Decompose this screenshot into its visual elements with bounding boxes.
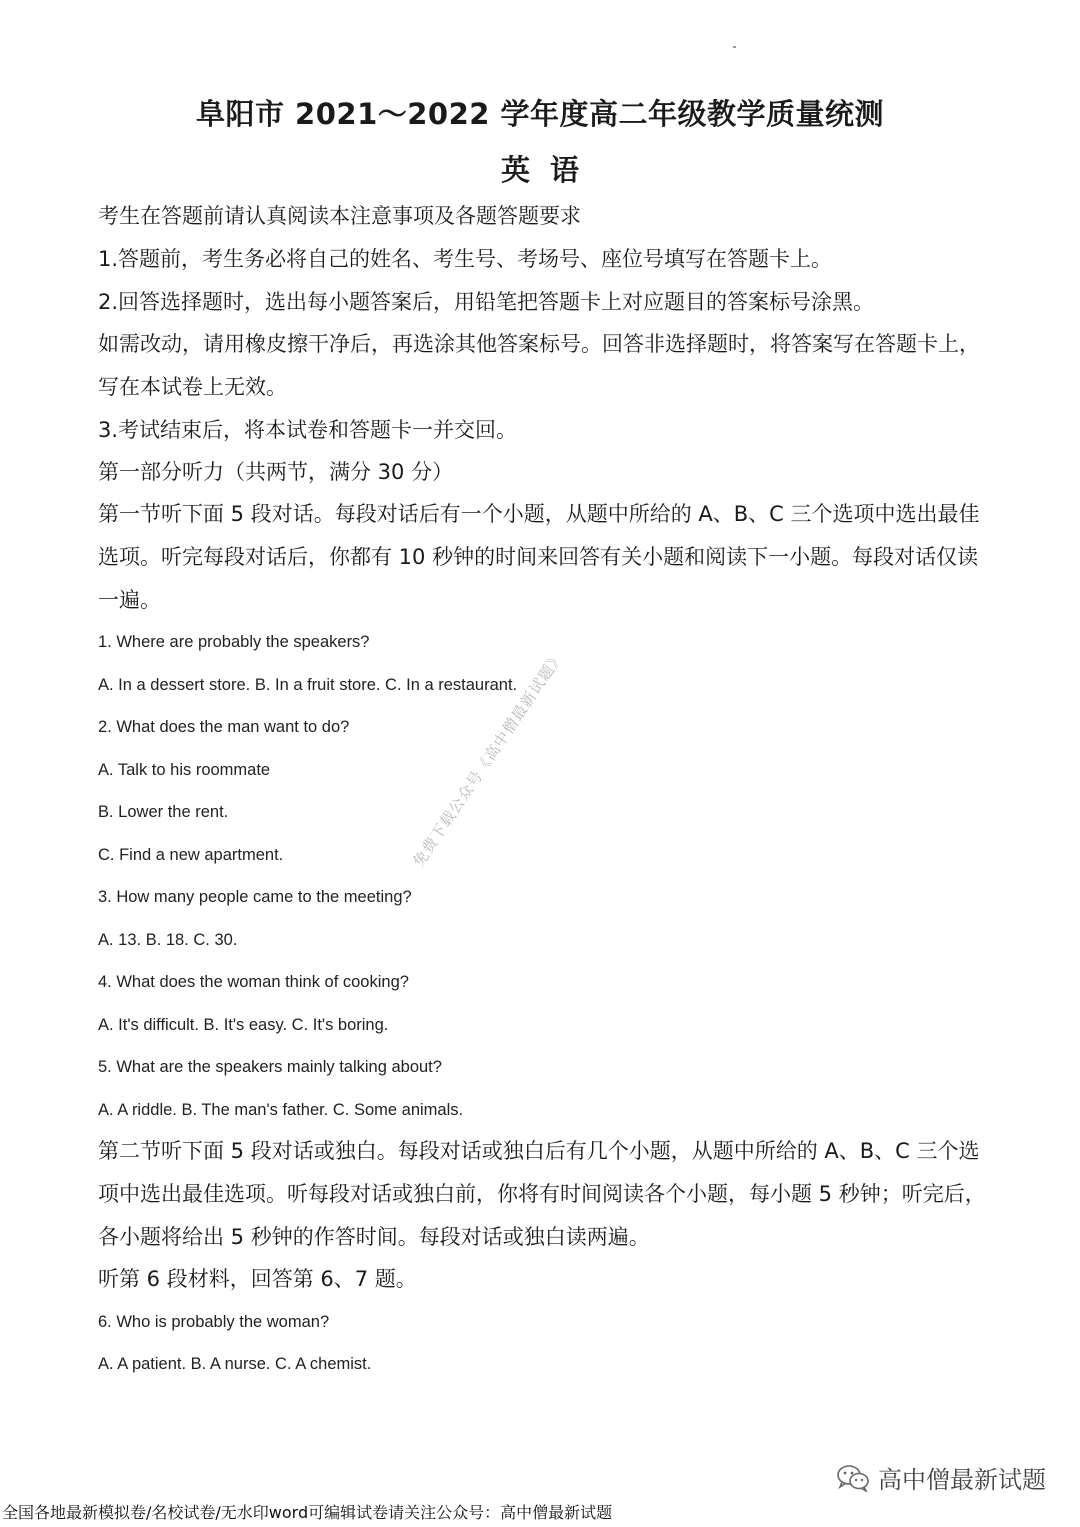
- question-6-options: A. A patient. B. A nurse. C. A chemist.: [98, 1355, 372, 1373]
- section2-intro: 第二节听下面 5 段对话或独白。每段对话或独白后有几个小题，从题中所给的 A、B、C 三个选项中选出最佳选项。听每段对话或独白前，你将有时间阅读各个小题，每小题 5 秒钟；听完后，各小题将给出 5 秒钟的作答时间。每段对话或独白读两遍。: [98, 1139, 986, 1249]
- question-3-options: A. 13. B. 18. C. 30.: [98, 931, 238, 949]
- question-2-option-a: A. Talk to his roommate: [98, 761, 271, 779]
- instruction-item-1: 1.答题前，考生务必将自己的姓名、考生号、考场号、座位号填写在答题卡上。: [98, 247, 833, 271]
- material-6-heading: 听第 6 段材料，回答第 6、7 题。: [98, 1267, 417, 1291]
- question-6: 6. Who is probably the woman?: [98, 1313, 330, 1331]
- instruction-item-2: 2.回答选择题时，选出每小题答案后，用铅笔把答题卡上对应题目的答案标号涂黑。: [98, 290, 875, 314]
- question-2: 2. What does the man want to do?: [98, 718, 350, 736]
- instructions-intro: 考生在答题前请认真阅读本注意事项及各题答题要求: [98, 204, 581, 228]
- question-5: 5. What are the speakers mainly talking about?: [98, 1058, 442, 1076]
- brand-name: 高中僧最新试题: [878, 1466, 1046, 1494]
- question-4: 4. What does the woman think of cooking?: [98, 973, 409, 991]
- question-2-option-b: B. Lower the rent.: [98, 803, 229, 821]
- footer-note: 全国各地最新模拟卷/名校试卷/无水印word可编辑试卷请关注公众号：高中僧最新试题: [2, 1503, 613, 1522]
- subject-title: 英语: [500, 153, 599, 187]
- question-4-options: A. It's difficult. B. It's easy. C. It's boring.: [98, 1016, 389, 1034]
- page-title: 阜阳市 2021～2022 学年度高二年级教学质量统测: [195, 97, 885, 131]
- part1-heading: 第一部分听力（共两节，满分 30 分）: [98, 460, 454, 484]
- question-2-option-c: C. Find a new apartment.: [98, 846, 284, 864]
- watermark-text: 免费下载公众号《高中僧最新试题》: [409, 647, 568, 870]
- question-1-options: A. In a dessert store. B. In a fruit store. C. In a restaurant.: [98, 676, 518, 694]
- question-3: 3. How many people came to the meeting?: [98, 888, 412, 906]
- instruction-item-3: 3.考试结束后，将本试卷和答题卡一并交回。: [98, 418, 518, 442]
- wechat-icon: [836, 1464, 870, 1492]
- question-5-options: A. A riddle. B. The man's father. C. Some animals.: [98, 1101, 464, 1119]
- scan-speck: [733, 46, 736, 48]
- section1-intro: 第一节听下面 5 段对话。每段对话后有一个小题，从题中所给的 A、B、C 三个选项中选出最佳选项。听完每段对话后，你都有 10 秒钟的时间来回答有关小题和阅读下一小题。每段对话仅读一遍。: [98, 502, 980, 612]
- instruction-item-2-continued: 如需改动，请用橡皮擦干净后，再选涂其他答案标号。回答非选择题时，将答案写在答题卡上，写在本试卷上无效。: [98, 332, 980, 399]
- brand-signature: [836, 1460, 1046, 1495]
- question-1: 1. Where are probably the speakers?: [98, 633, 370, 651]
